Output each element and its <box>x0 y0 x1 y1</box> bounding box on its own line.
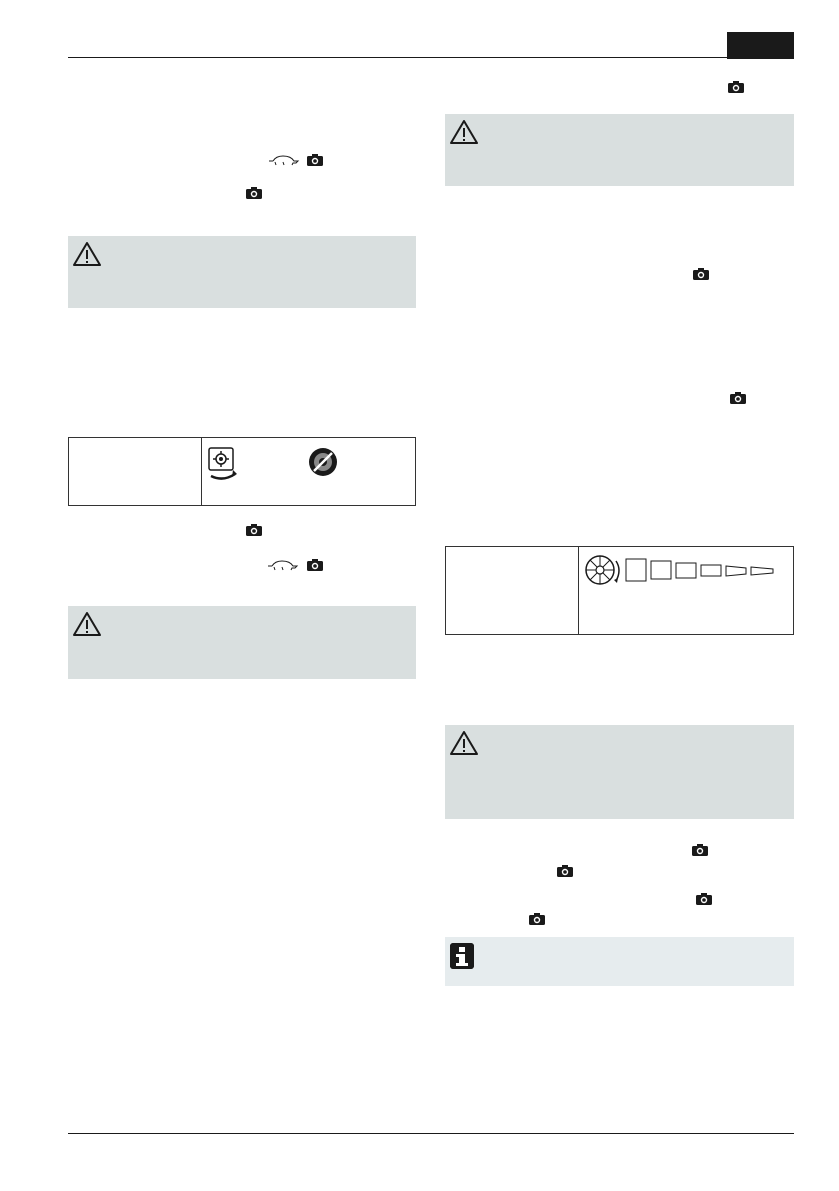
camera-icon <box>729 391 747 405</box>
language-tab <box>727 32 794 59</box>
turtle-icon <box>267 153 301 167</box>
turtle-icon <box>266 558 300 572</box>
camera-icon <box>245 186 263 200</box>
warning-box <box>68 606 416 679</box>
no-settings-icon <box>307 446 339 478</box>
table-divider <box>201 438 202 505</box>
table-divider <box>578 547 579 634</box>
settings-rotate-icon <box>207 446 241 482</box>
warning-box <box>445 114 794 186</box>
disc-table <box>445 546 794 635</box>
camera-icon <box>245 523 263 537</box>
warning-box <box>445 725 794 819</box>
info-icon <box>450 943 474 969</box>
camera-icon <box>306 153 324 167</box>
warning-triangle-icon <box>72 240 102 268</box>
warning-box <box>68 236 416 308</box>
footer-rule <box>68 1133 794 1134</box>
camera-icon <box>556 864 574 878</box>
icon-table <box>68 437 416 506</box>
warning-triangle-icon <box>449 729 479 757</box>
disc-scale-icon <box>584 553 784 587</box>
camera-icon <box>306 558 324 572</box>
warning-triangle-icon <box>72 610 102 638</box>
camera-icon <box>727 80 745 94</box>
camera-icon <box>692 267 710 281</box>
header-rule <box>68 57 794 58</box>
camera-icon <box>528 912 546 926</box>
camera-icon <box>691 843 709 857</box>
info-box <box>445 937 794 986</box>
warning-triangle-icon <box>449 118 479 146</box>
camera-icon <box>695 892 713 906</box>
